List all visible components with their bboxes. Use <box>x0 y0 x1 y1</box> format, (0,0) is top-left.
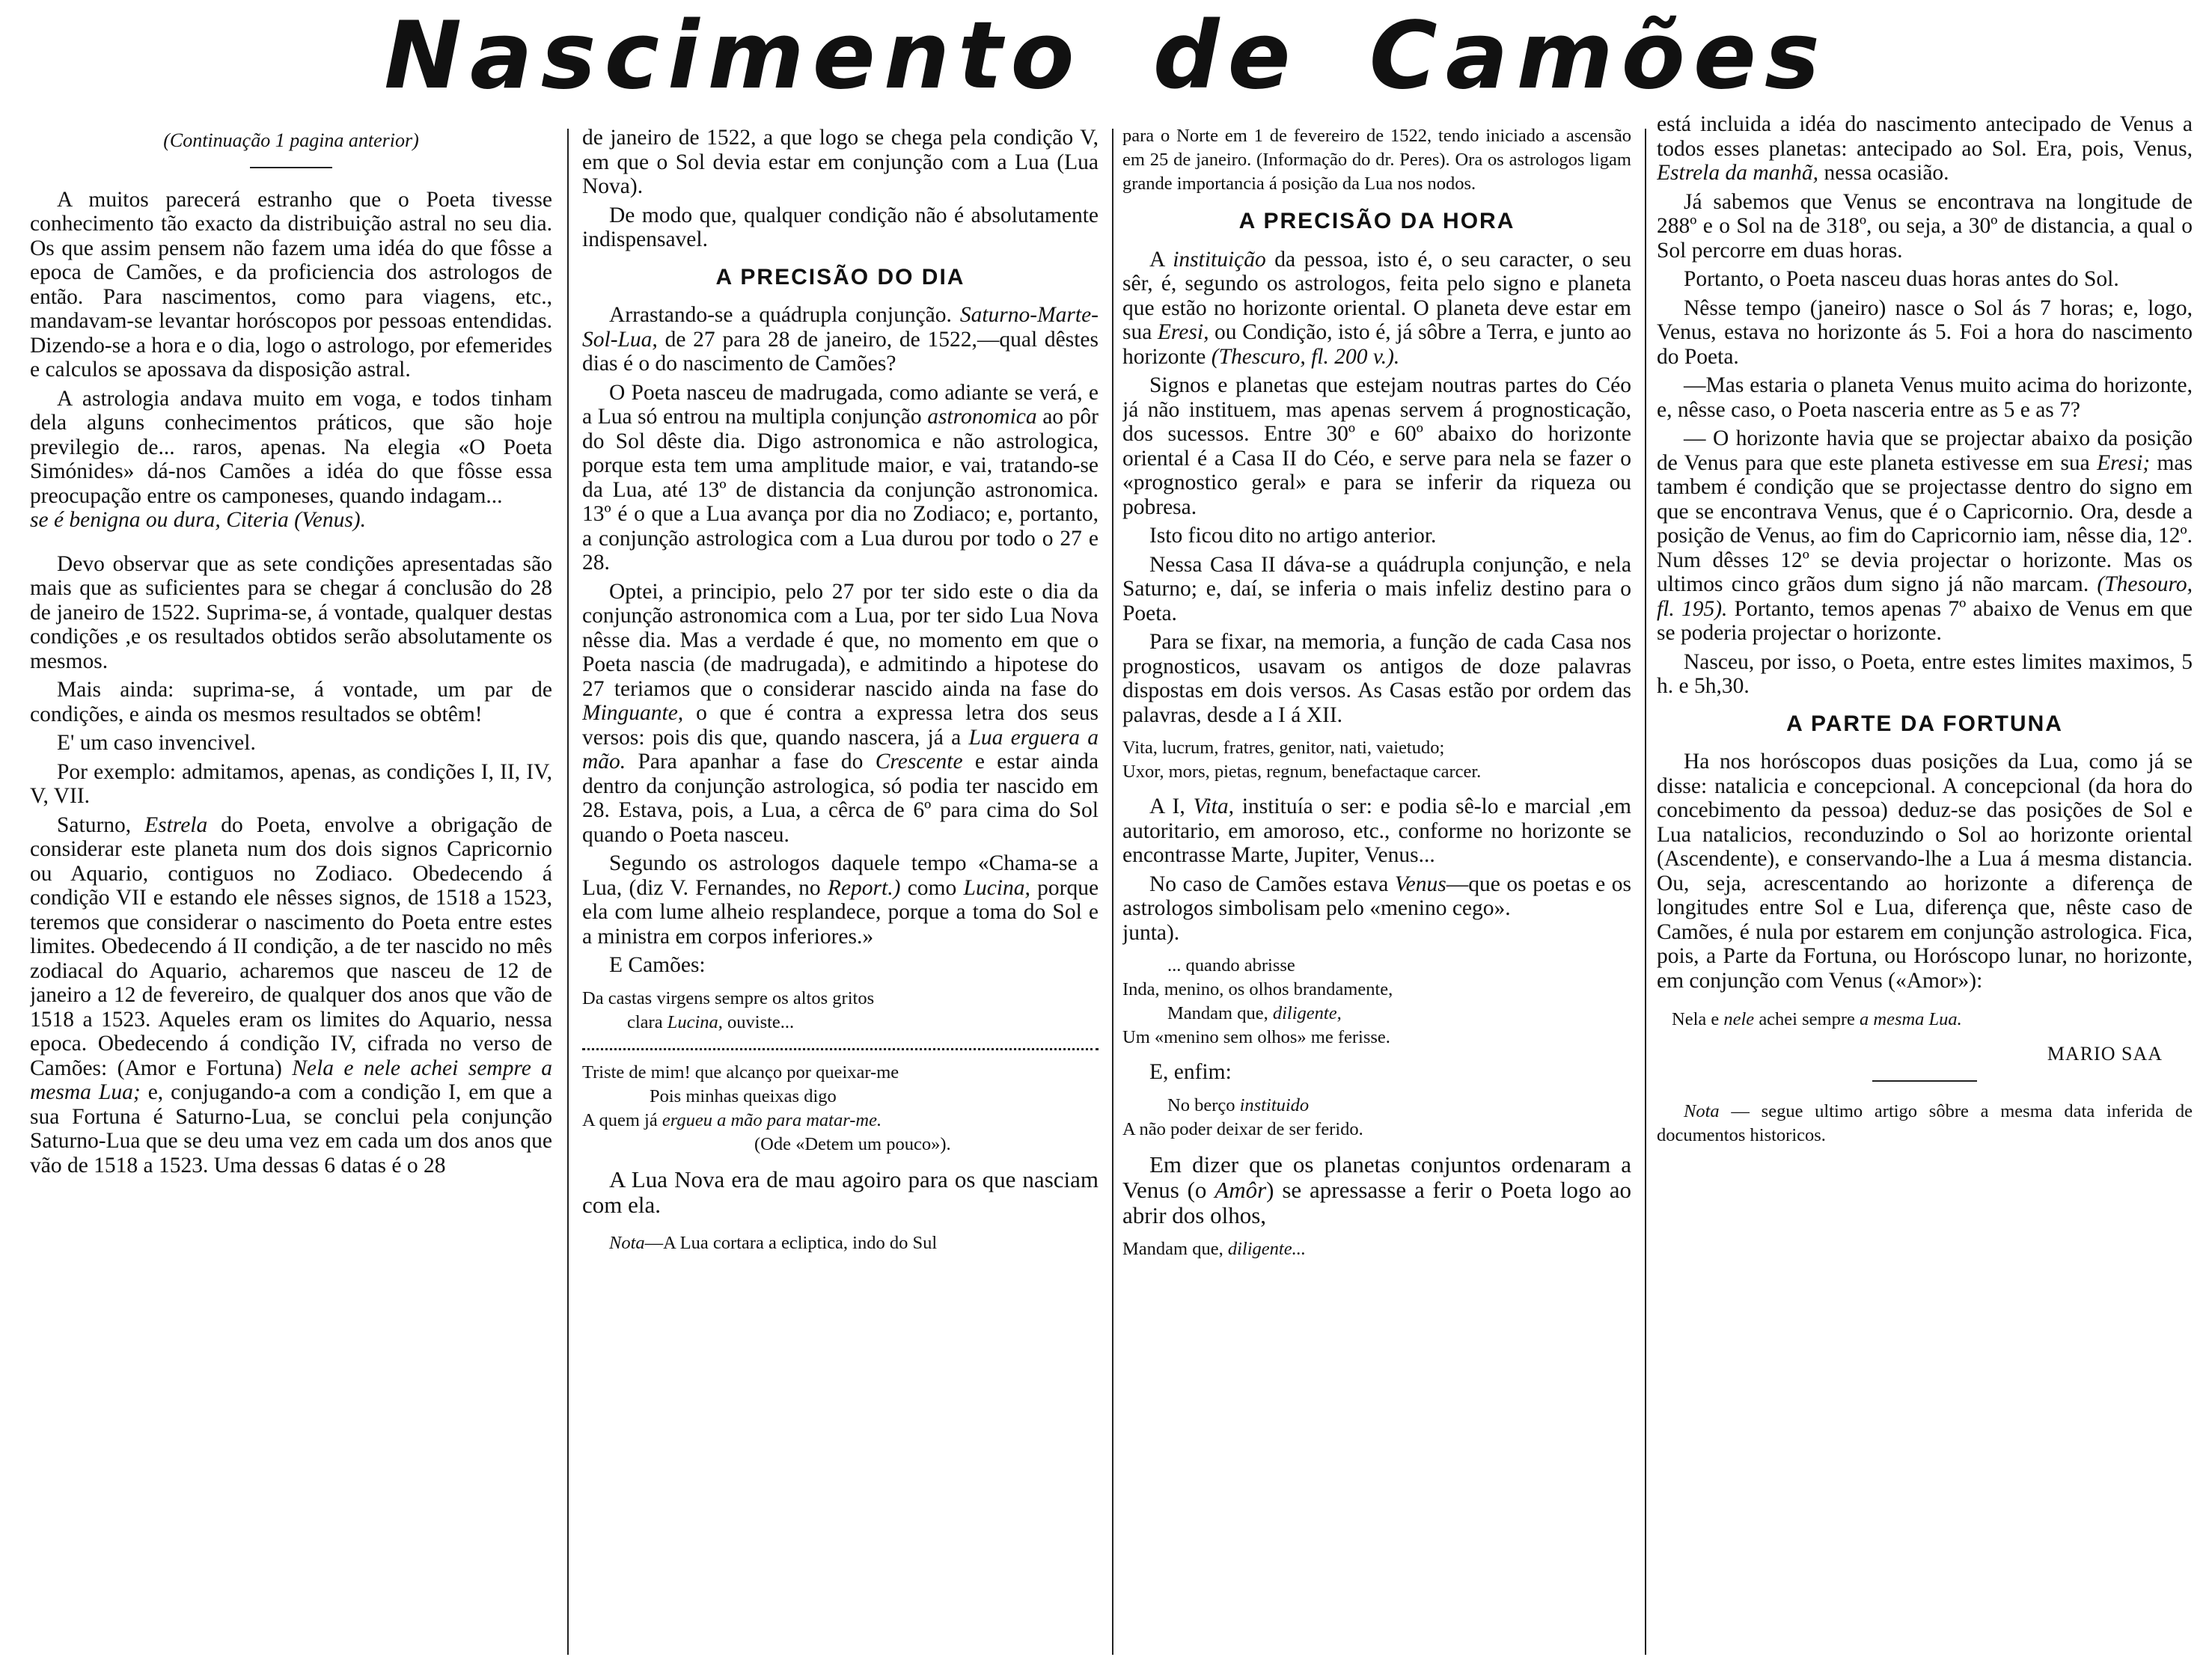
paragraph: Segundo os astrologos daquele tempo «Chama-se a Lua, (diz V. Fernandes, no Report.) como Lucina, porque ela com lume alheio resplandece, porque a toma do Sol e a ministra em corpos inferiores.» <box>582 851 1099 949</box>
verse-quote: Da castas virgens sempre os altos gritos clara Lucina, ouviste... <box>582 987 875 1032</box>
paragraph: A muitos parecerá estranho que o Poeta tivesse conhecimento tão exacto da distribuição astral no seu dia. Os que assim pensem não fazem uma idéa do que fôsse a epoca de Camões, e da proficiencia dos astrologos de então. Para nascimentos, como para viagens, etc., mandavam-se levantar horóscopos por pessoas entendidas. Dizendo-se a hora e o dia, logo o astrologo, por efemerides e calculos se apossava da disposição astral. <box>30 187 552 382</box>
paragraph: E Camões: <box>609 953 706 977</box>
paragraph: Saturno, Estrela do Poeta, envolve a obrigação de considerar este planeta num dos dois signos Capricornio ou Aquario, contiguos no Zodiaco. Obedecendo á condição VII e estando ele nêsses signos, de 1518 a 1523, teremos que considerar o nascimento do Poeta entre estes limites. Obedecendo á II condição, a de ter nascido no mês zodiacal do Aquario, acharemos que nasceu de 12 de janeiro a 12 de fevereiro, de qualquer dos anos que vão de 1518 a 1523. Aqueles eram os limites do Aquario, nessa epoca. Obedecendo á condição IV, cifrada no verso de Camões: (Amor e Fortuna) Nela e nele achei sempre a mesma Lua; e, conjugando-a com a condição I, em que a sua Fortuna é Saturno-Lua, se conclui pela conjunção Saturno-Lua que se deu uma vez em cada um dos anos que vão de 1518 a 1523. Uma dessas 6 datas é o 28 <box>30 812 552 1177</box>
paragraph: Já sabemos que Venus se encontrava na longitude de 288º e o Sol na de 318º, ou seja, a 30º de distancia, a qual o Sol percorre em duas horas. <box>1657 189 2193 263</box>
paragraph: Ha nos horóscopos duas posições da Lua, como já se disse: natalicia e concepcional. A concepcional (da hora do concebimento da pessoa) deduz-se das posições de Sol e Lua natalicios, reconduzindo o Sol ao horizonte oriental (Ascendente), e conservando-lhe a Lua á mesma distancia. Ou, seja, acrescentando ao horizonte a diferença de longitudes entre Sol e Lua, diferença que, nêste caso de Camões, é nula por estarem em conjunção astrologica. Fica, pois, a Parte da Fortuna, ou Horóscopo lunar, no horizonte, em conjunção com Venus («Amor»): <box>1657 750 2193 993</box>
paragraph: A I, Vita, instituía o ser: e podia sê-lo e marcial ,em autoritario, em amoroso, etc., conforme no horizonte se encontrasse Marte, Jupiter, Venus... <box>1122 794 1631 867</box>
divider <box>1872 1080 1977 1082</box>
verse-quote: No berço instituido A não poder deixar de ser ferido. <box>1122 1094 1363 1139</box>
paragraph: E, enfim: <box>1149 1060 1232 1084</box>
column-divider <box>567 129 569 1655</box>
paragraph: E' um caso invencivel. <box>57 731 256 755</box>
verse-quote: Mandam que, diligente... <box>1122 1238 1306 1259</box>
paragraph: — O horizonte havia que se projectar abaixo da posição de Venus para que este planeta estivesse em sua Eresi; mas tambem é condição que se projectasse dentro do signo em que se encontrava Venus, que é o Capricornio. Ora, desde a posição de Venus, ao fim do Capricornio iam, nêsse dia, 12º. Num dêsses 12º se devia projectar o horizonte. Mas os ultimos cinco grãos dum signo já não marcam. (Thesouro, fl. 195). Portanto, temos apenas 7º abaixo de Venus em que se poderia projectar o horizonte. <box>1657 426 2193 645</box>
section-heading: A PRECISÃO DO DIA <box>715 264 965 290</box>
column-2 <box>582 126 1099 1659</box>
footnote: Nota—A Lua cortara a ecliptica, indo do Sul <box>609 1232 938 1253</box>
paragraph: Nêsse tempo (janeiro) nasce o Sol ás 7 horas; e, logo, Venus, estava no horizonte ás 5. Foi a hora do nascimento do Poeta. <box>1657 295 2193 369</box>
paragraph: —Mas estaria o planeta Venus muito acima do horizonte, e, nêsse caso, o Poeta nasceria entre as 5 e as 7? <box>1657 373 2193 422</box>
latin-verse: Vita, lucrum, fratres, genitor, nati, vaietudo; Uxor, mors, pietas, regnum, benefactaque carcer. <box>1122 738 1482 782</box>
column-4 <box>1657 112 2193 1646</box>
paragraph: De modo que, qualquer condição não é absolutamente indispensavel. <box>582 203 1099 251</box>
paragraph: Por exemplo: admitamos, apenas, as condições I, II, IV, V, VII. <box>30 759 552 808</box>
paragraph: Optei, a principio, pelo 27 por ter sido este o dia da conjunção astronomica com a Lua, por ter sido Lua Nova nêsse dia. Mas a verdade é que, no momento em que o Poeta nascia (de madrugada), e admitindo a hipotese do 27 teriamos que o considerar nascido ainda na fase do Minguante, o que é contra a expressa letra dos seus versos: pois dis que, quando nascera, já a Lua erguera a mão. Para apanhar a fase do Crescente e estar ainda dentro da conjunção astrologica, só podia ter nascido em 28. Estava, pois, a Lua, a cêrca de 6º para cima do Sol quando o Poeta nasceu. <box>582 579 1099 847</box>
author-signature: MARIO SAA <box>2047 1043 2163 1065</box>
paragraph: Nasceu, por isso, o Poeta, entre estes limites maximos, 5 h. e 5h,30. <box>1657 649 2193 698</box>
footnote: Nota — segue ultimo artigo sôbre a mesma data inferida de documentos historicos. <box>1657 1100 2193 1145</box>
section-heading: A PRECISÃO DA HORA <box>1238 209 1515 233</box>
article-title: Nascimento de Camões <box>384 2 1828 110</box>
column-3 <box>1122 124 1631 1658</box>
paragraph: Signos e planetas que estejam noutras partes do Céo já não instituem, mas apenas servem á prognosticação, dos sucessos. Entre 30º e 60º abaixo do horizonte oriental é a Casa II do Céo, e serve para nela se fazer o «prognostico geral» e para se inferir da riqueza ou pobresa. <box>1122 373 1631 519</box>
paragraph: Em dizer que os planetas conjuntos ordenaram a Venus (o Amôr) se apressasse a ferir o Poeta logo ao abrir dos olhos, <box>1122 1151 1631 1228</box>
paragraph: de janeiro de 1522, a que logo se chega pela condição V, em que o Sol devia estar em conjunção com a Lua (Lua Nova). <box>582 126 1099 198</box>
verse-quote: ... quando abrisse Inda, menino, os olhos brandamente, Mandam que, diligente, Um «menino sem olhos» me ferisse. <box>1122 955 1393 1047</box>
paragraph: A instituição da pessoa, isto é, o seu caracter, o seu sêr, é, segundo os astrologos, feita pelo signo e planeta que estão no horizonte oriental. O planeta deve estar em sua Eresi, ou Condição, isto é, já sôbre a Terra, e junto ao horizonte (Thescuro, fl. 200 v.). <box>1122 247 1631 369</box>
paragraph: Nessa Casa II dáva-se a quádrupla conjunção, e nela Saturno; e, daí, se inferia o mais infeliz destino para o Poeta. <box>1122 552 1631 625</box>
paragraph: está incluida a idéa do nascimento antecipado de Venus a todos esses planetas: antecipado ao Sol. Era, pois, Venus, Estrela da manhã, nessa ocasião. <box>1657 112 2193 185</box>
paragraph: Devo observar que as sete condições apresentadas são mais que as suficientes para se chegar á conclusão do 28 de janeiro de 1522. Suprima-se, á vontade, qualquer destas condições ,e os resultados obtidos serão absolutamente os mesmos. <box>30 551 552 673</box>
continuation-note: (Continuação 1 pagina anterior) <box>163 129 419 151</box>
paragraph: Para se fixar, na memoria, a função de cada Casa nos prognosticos, usavam os antigos de doze palavras dispostas em dois versos. As Casas estão por ordem das palavras, desde a I á XII. <box>1122 630 1631 727</box>
paragraph: A astrologia andava muito em voga, e todos tinham dela alguns conhecimentos práticos, que são hoje previlegio de... raros, apenas. Na elegia «O Poeta Simónides» dá-nos Camões a idéa do que fôsse essa preocupação entre os camponeses, quando indagam... se é benigna ou dura, Citeria (Venus). <box>30 386 552 532</box>
paragraph: Arrastando-se a quádrupla conjunção. Saturno-Marte-Sol-Lua, de 27 para 28 de janeiro, de 1522,—qual dêstes dias é o do nascimento de Camões? <box>582 303 1099 376</box>
paragraph: O Poeta nasceu de madrugada, como adiante se verá, e a Lua só entrou na multipla conjunção astronomica ao pôr do Sol dêste dia. Digo astronomica e não astrologica, porque esta tem uma amplitude maior, e vai, tratando-se da Lua, até 13º de distancia da conjunção astronomica. 13º é o que a Lua avança por dia no Zodiaco; e, portanto, a conjunção astrologica com a Lua durou por todo o 27 e 28. <box>582 380 1099 575</box>
paragraph: Mais ainda: suprima-se, á vontade, um par de condições, e ainda os mesmos resultados se obtêm! <box>30 678 552 726</box>
verse-quote: Triste de mim! que alcanço por queixar-me Pois minhas queixas digo A quem já ergueu a mão para matar-me. (Ode «Detem um pouco»). <box>582 1062 951 1154</box>
dotted-separator <box>582 1048 1099 1050</box>
paragraph: Portanto, o Poeta nasceu duas horas antes do Sol. <box>1684 267 2119 291</box>
section-heading: A PARTE DA FORTUNA <box>1786 711 2063 736</box>
paragraph: Isto ficou dito no artigo anterior. <box>1149 524 1437 548</box>
column-1 <box>30 129 552 1662</box>
footnote-continued: para o Norte em 1 de fevereiro de 1522, tendo iniciado a ascensão em 25 de janeiro. (Informação do dr. Peres). Ora os astrologos ligam grande importancia á posição da Lua nos nodos. <box>1122 126 1631 194</box>
paragraph: A Lua Nova era de mau agoiro para os que nasciam com ela. <box>582 1166 1099 1218</box>
divider <box>250 167 332 168</box>
verse-quote: Nela e nele achei sempre a mesma Lua. <box>1672 1009 1962 1029</box>
column-divider <box>1645 129 1646 1655</box>
paragraph: No caso de Camões estava Venus—que os poetas e os astrologos simbolisam pelo «menino cego». junta). <box>1122 872 1631 945</box>
column-divider <box>1112 129 1113 1655</box>
